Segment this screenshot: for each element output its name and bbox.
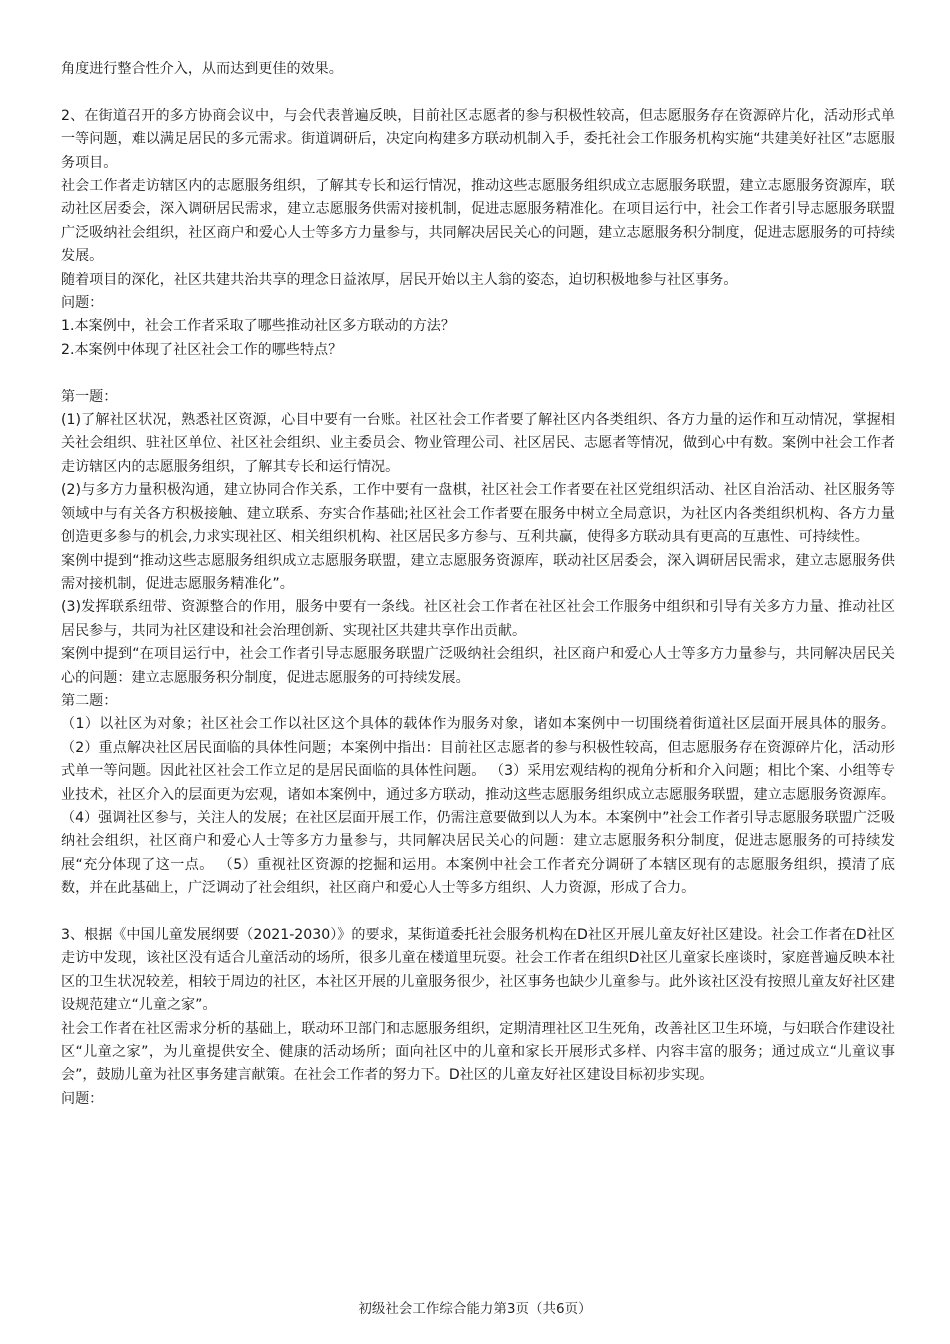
- case-2-question-2: 2.本案例中体现了社区社会工作的哪些特点？: [61, 341, 343, 358]
- case-3-body: 社会工作者在社区需求分析的基础上，联动环卫部门和志愿服务组织，定期清理社区卫生死角，改善社区卫生环境，与妇联合作建设社区“儿童之家”，为儿童提供安全、健康的活动场所；面向社区中的儿童和家长开展形式多样、内容丰富的服务；通过成立“儿童议事会”，鼓励儿童为社区事务建言献策。在社会工作者的努力下。D社区的儿童友好社区建设目标初步实现。: [61, 1020, 895, 1084]
- page-footer: 初级社会工作综合能力第3页（共6页）: [358, 1301, 592, 1317]
- answer-1-case-quote-2: 案例中提到“在项目运行中，社会工作者引导志愿服务联盟广泛吸纳社会组织，社区商户和爱心人士等多方力量参与，共同解决居民关心的问题：建立志愿服务积分制度，促进志愿服务的可持续发展。: [61, 646, 895, 686]
- answer-2-heading: 第二题：: [61, 692, 118, 709]
- answer-1-point-2: (2)与多方力量积极沟通，建立协同合作关系，工作中要有一盘棋，社区社会工作者要在社区党组织活动、社区自治活动、社区服务等领域中与有关各方积极接触、建立联系、夯实合作基础;社区社会工作者要在服务中树立全局意识，为社区内各类组织机构、各方力量创造更多参与的机会,力求实现社区、相关组织机构、社区居民多方参与、互利共赢，使得多方联动具有更高的互惠性、可持续性。: [61, 482, 895, 546]
- answer-1-point-1: (1)了解社区状况，熟悉社区资源，心目中要有一台账。社区社会工作者要了解社区内各类组织、各方力量的运作和互动情况，掌握相关社会组织、驻社区单位、社区社会组织、业主委员会、物业管理公司、社区居民、志愿者等情况，做到心中有数。案例中社会工作者走访辖区内的志愿服务组织，了解其专长和运行情况。: [61, 412, 895, 475]
- blank-line: [61, 362, 895, 385]
- case-2-question-heading: 问题：: [61, 295, 104, 312]
- document-body: [61, 58, 895, 1111]
- answer-2-body: （1）以社区为对象；社区社会工作以社区这个具体的载体作为服务对象，诸如本案例中一切围绕着街道社区层面开展具体的服务。（2）重点解决社区居民面临的具体性问题；本案例中指出：目前社区志愿者的参与积极性较高，但志愿服务存在资源碎片化，活动形式单一等问题。因此社区社会工作立足的是居民面临的具体性问题。 （3）采用宏观结构的视角分析和介入问题；相比个案、小组等专业技术，社区介入的层面更为宏观，诸如本案例中，通过多方联动，推动这些志愿服务组织成立志愿服务联盟，建立志愿服务资源库。 （4）强调社区参与，关注人的发展；在社区层面开展工作，仍需注意要做到以人为本。本案例中”社会工作者引导志愿服务联盟广泛吸纳社会组织，社区商户和爱心人士等多方力量参与，共同解决居民关心的问题：建立志愿服务积分制度，促进志愿服务的可持续发展“充分体现了这一点。 （5）重视社区资源的挖掘和运用。本案例中社会工作者充分调研了本辖区现有的志愿服务组织，摸清了底数，并在此基础上，广泛调动了社会组织，社区商户和爱心人士等多方组织、人力资源，形成了合力。: [61, 716, 895, 897]
- case-3-intro: 3、根据《中国儿童发展纲要（2021-2030）》的要求，某街道委托社会服务机构在D社区开展儿童友好社区建设。社会工作者在D社区走访中发现，该社区没有适合儿童活动的场所，很多儿童在楼道里玩耍。社会工作者在组织D社区儿童家长座谈时，家庭普遍反映本社区的卫生状况较差，相较于周边的社区，本社区开展的儿童服务很少，社区事务也缺少儿童参与。此外该社区没有按照儿童友好社区建设规范建立“儿童之家”。: [61, 926, 895, 1014]
- paragraph-intro-tail: 角度进行整合性介入，从而达到更佳的效果。: [61, 61, 343, 77]
- blank-line: [61, 81, 895, 104]
- answer-1-case-quote-1: 案例中提到“推动这些志愿服务组织成立志愿服务联盟，建立志愿服务资源库，联动社区居委会，深入调研居民需求，建立志愿服务供需对接机制，促进志愿服务精准化”。: [61, 552, 895, 592]
- blank-line: [61, 901, 895, 924]
- answer-1-point-3: (3)发挥联系纽带、资源整合的作用，服务中要有一条线。社区社会工作者在社区社会工作服务中组织和引导有关多方力量、推动社区居民参与，共同为社区建设和社会治理创新、实现社区共建共享作出贡献。: [61, 599, 895, 639]
- case-2-question-1: 1.本案例中，社会工作者采取了哪些推动社区多方联动的方法？: [61, 318, 455, 335]
- case-2-outcome: 随着项目的深化，社区共建共治共享的理念日益浓厚，居民开始以主人翁的姿态，迫切积极地参与社区事务。: [61, 271, 738, 288]
- case-2-intro: 2、在街道召开的多方协商会议中，与会代表普遍反映，目前社区志愿者的参与积极性较高，但志愿服务存在资源碎片化，活动形式单一等问题，难以满足居民的多元需求。街道调研后，决定向构建多方联动机制入手，委托社会工作服务机构实施“共建美好社区”志愿服务项目。: [61, 107, 895, 171]
- case-2-body: 社会工作者走访辖区内的志愿服务组织，了解其专长和运行情况，推动这些志愿服务组织成立志愿服务联盟，建立志愿服务资源库，联动社区居委会，深入调研居民需求，建立志愿服务供需对接机制，促进志愿服务精准化。在项目运行中，社会工作者引导志愿服务联盟广泛吸纳社会组织，社区商户和爱心人士等多方力量参与，共同解决居民关心的问题，建立志愿服务积分制度，促进志愿服务的可持续发展。: [61, 178, 895, 265]
- answer-1-heading: 第一题：: [61, 388, 118, 405]
- case-3-question-heading: 问题：: [61, 1090, 104, 1107]
